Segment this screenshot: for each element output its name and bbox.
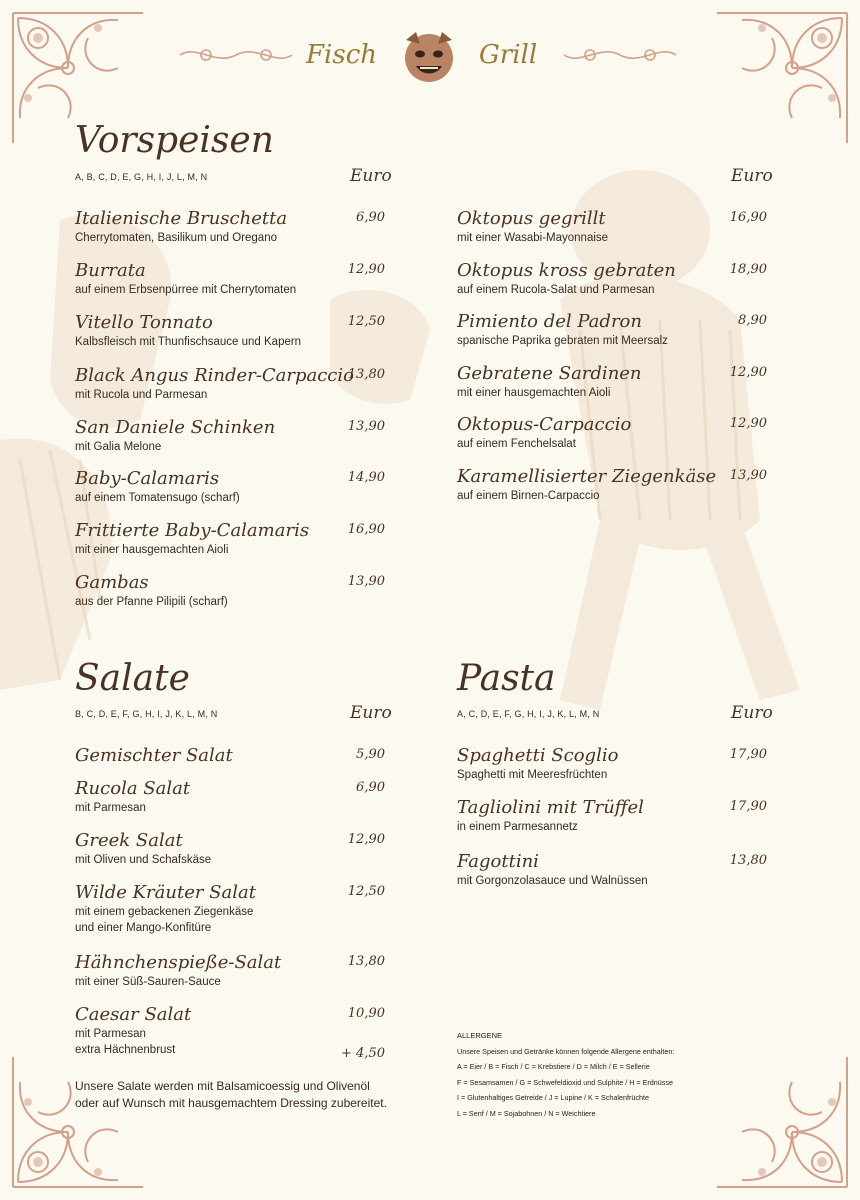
item-price: 5,90 — [356, 747, 385, 762]
note-line: Unsere Salate werden mit Balsamicoessig und Olivenöl — [75, 1079, 370, 1093]
item-description: mit Rucola und Parmesan — [75, 389, 208, 401]
item-description: spanische Paprika gebraten mit Meersalz — [457, 335, 668, 347]
item-price: 6,90 — [356, 210, 385, 225]
item-name: Oktopus-Carpaccio — [457, 414, 632, 435]
item-description: Kalbsfleisch mit Thunfischsauce und Kapern — [75, 336, 302, 348]
item-name: Black Angus Rinder-Carpaccio — [75, 365, 354, 386]
item-name: Pimiento del Padron — [457, 311, 642, 332]
item-description: auf einem Birnen-Carpaccio — [457, 490, 600, 502]
item-name: Italienische Bruschetta — [75, 208, 288, 229]
item-description: Spaghetti mit Meeresfrüchten — [457, 769, 608, 781]
item-name: Oktopus kross gebraten — [457, 260, 676, 281]
item-price: 13,90 — [347, 574, 385, 589]
salate-allergen-codes: B, C, D, E, F, G, H, I, J, K, L, M, N — [75, 709, 218, 719]
header-left-word: Fisch — [306, 40, 378, 70]
item-description: auf einem Rucola-Salat und Parmesan — [457, 284, 655, 296]
item-description: mit Parmesan — [75, 1028, 146, 1040]
item-price: 6,90 — [356, 780, 385, 795]
pasta-allergen-codes: A, C, D, E, F, G, H, I, J, K, L, M, N — [457, 709, 600, 719]
header-right-word: Grill — [479, 40, 538, 70]
item-price: 12,50 — [347, 884, 385, 899]
menu-item — [457, 851, 767, 889]
note-line: oder auf Wunsch mit hausgemachtem Dressing zubereitet. — [75, 1096, 387, 1110]
allergen-legend-line: F = Sesamsamen / G = Schwefeldioxid und Sulphite / H = Erdnüsse — [457, 1077, 673, 1087]
item-name: Spaghetti Scoglio — [457, 745, 619, 766]
menu-item — [75, 417, 385, 455]
item-price: 16,90 — [347, 522, 385, 537]
item-price: 13,80 — [729, 853, 767, 868]
item-description: mit Parmesan — [75, 802, 146, 814]
item-extra-price: + 4,50 — [341, 1046, 385, 1061]
item-price: 12,50 — [347, 314, 385, 329]
salate-currency: Euro — [350, 703, 392, 723]
menu-item — [457, 208, 767, 246]
menu-item — [75, 365, 385, 403]
item-name: Vitello Tonnato — [75, 312, 213, 333]
item-description: aus der Pfanne Pilipili (scharf) — [75, 596, 228, 608]
menu-item — [75, 520, 385, 558]
item-description: auf einem Tomatensugo (scharf) — [75, 492, 240, 504]
item-description: mit Galia Melone — [75, 441, 162, 453]
item-name: Burrata — [75, 260, 146, 281]
menu-item — [457, 260, 767, 298]
item-description: auf einem Fenchelsalat — [457, 438, 576, 450]
menu-item — [75, 830, 385, 868]
allergen-legend-intro: Unsere Speisen und Getränke können folgende Allergene enthalten: — [457, 1046, 675, 1056]
menu-item — [75, 745, 385, 767]
item-price: 17,90 — [729, 799, 767, 814]
item-price: 13,80 — [347, 954, 385, 969]
item-price: 18,90 — [729, 262, 767, 277]
menu-item — [75, 882, 385, 936]
item-description-line2: extra Hächnenbrust — [75, 1044, 176, 1056]
pasta-currency: Euro — [731, 703, 773, 723]
menu-item — [75, 260, 385, 298]
menu-item — [457, 363, 767, 401]
item-price: 16,90 — [729, 210, 767, 225]
menu-item — [75, 1004, 385, 1061]
corner-ornament-bottom-left — [8, 1052, 148, 1192]
item-name: Gemischter Salat — [75, 745, 233, 766]
item-description: mit einer hausgemachten Aioli — [75, 544, 229, 556]
allergen-legend — [457, 1028, 757, 1121]
theatre-mask-logo-icon — [398, 30, 460, 84]
menu-item — [457, 466, 767, 504]
item-name: Frittierte Baby-Calamaris — [75, 520, 310, 541]
item-price: 8,90 — [738, 313, 767, 328]
item-name: Hähnchenspieße-Salat — [75, 952, 282, 973]
menu-item — [75, 952, 385, 990]
vorspeisen-title: Vorspeisen — [75, 120, 274, 161]
item-price: 13,80 — [347, 367, 385, 382]
item-description: mit Oliven und Schafskäse — [75, 854, 212, 866]
item-description: in einem Parmesannetz — [457, 821, 578, 833]
item-name: Tagliolini mit Trüffel — [457, 797, 644, 818]
item-name: Caesar Salat — [75, 1004, 192, 1025]
menu-item — [457, 745, 767, 783]
item-price: 12,90 — [347, 262, 385, 277]
item-description-line2: und einer Mango-Konfitüre — [75, 922, 212, 934]
item-name: Karamellisierter Ziegenkäse — [457, 466, 717, 487]
item-price: 10,90 — [347, 1006, 385, 1021]
pasta-title: Pasta — [457, 658, 556, 699]
item-price: 17,90 — [729, 747, 767, 762]
item-name: Rucola Salat — [75, 778, 191, 799]
vorspeisen-allergen-codes: A, B, C, D, E, G, H, I, J, L, M, N — [75, 172, 208, 182]
item-name: Wilde Kräuter Salat — [75, 882, 256, 903]
item-name: Baby-Calamaris — [75, 468, 220, 489]
menu-item — [75, 468, 385, 506]
menu-item — [75, 208, 385, 246]
menu-item — [457, 311, 767, 349]
salate-title: Salate — [75, 658, 190, 699]
flourish-ornament-right — [560, 42, 680, 68]
item-price: 12,90 — [729, 416, 767, 431]
salad-dressing-note — [75, 1078, 435, 1112]
item-name: Oktopus gegrillt — [457, 208, 606, 229]
vorspeisen-currency-left: Euro — [350, 166, 392, 186]
item-name: Fagottini — [457, 851, 539, 872]
item-description: mit einer Süß-Sauren-Sauce — [75, 976, 221, 988]
menu-item — [457, 797, 767, 835]
item-description: mit Gorgonzolasauce und Walnüssen — [457, 875, 648, 887]
menu-item — [75, 572, 385, 610]
flourish-ornament-left — [176, 42, 296, 68]
item-description: mit einem gebackenen Ziegenkäse — [75, 906, 254, 918]
allergen-legend-title: ALLERGENE — [457, 1031, 503, 1040]
item-price: 13,90 — [729, 468, 767, 483]
item-name: Gambas — [75, 572, 149, 593]
allergen-legend-line: L = Senf / M = Sojabohnen / N = Weichtiere — [457, 1108, 596, 1118]
item-name: Gebratene Sardinen — [457, 363, 642, 384]
item-description: Cherrytomaten, Basilikum und Oregano — [75, 232, 277, 244]
item-description: mit einer Wasabi-Mayonnaise — [457, 232, 609, 244]
item-price: 13,90 — [347, 419, 385, 434]
allergen-legend-line: A = Eier / B = Fisch / C = Krebstiere / D = Milch / E = Sellerie — [457, 1062, 650, 1071]
item-name: Greek Salat — [75, 830, 183, 851]
vorspeisen-currency-right: Euro — [731, 166, 773, 186]
item-price: 12,90 — [347, 832, 385, 847]
item-price: 12,90 — [729, 365, 767, 380]
item-name: San Daniele Schinken — [75, 417, 276, 438]
item-description: mit einer hausgemachten Aioli — [457, 387, 611, 399]
item-price: 14,90 — [347, 470, 385, 485]
menu-item — [75, 312, 385, 350]
menu-item — [75, 778, 385, 816]
allergen-legend-line: I = Glutenhaltiges Getreide / J = Lupine / K = Schalenfrüchte — [457, 1093, 649, 1102]
menu-header — [0, 28, 860, 88]
menu-item — [457, 414, 767, 452]
item-description: auf einem Erbsenpürree mit Cherrytomaten — [75, 284, 297, 296]
